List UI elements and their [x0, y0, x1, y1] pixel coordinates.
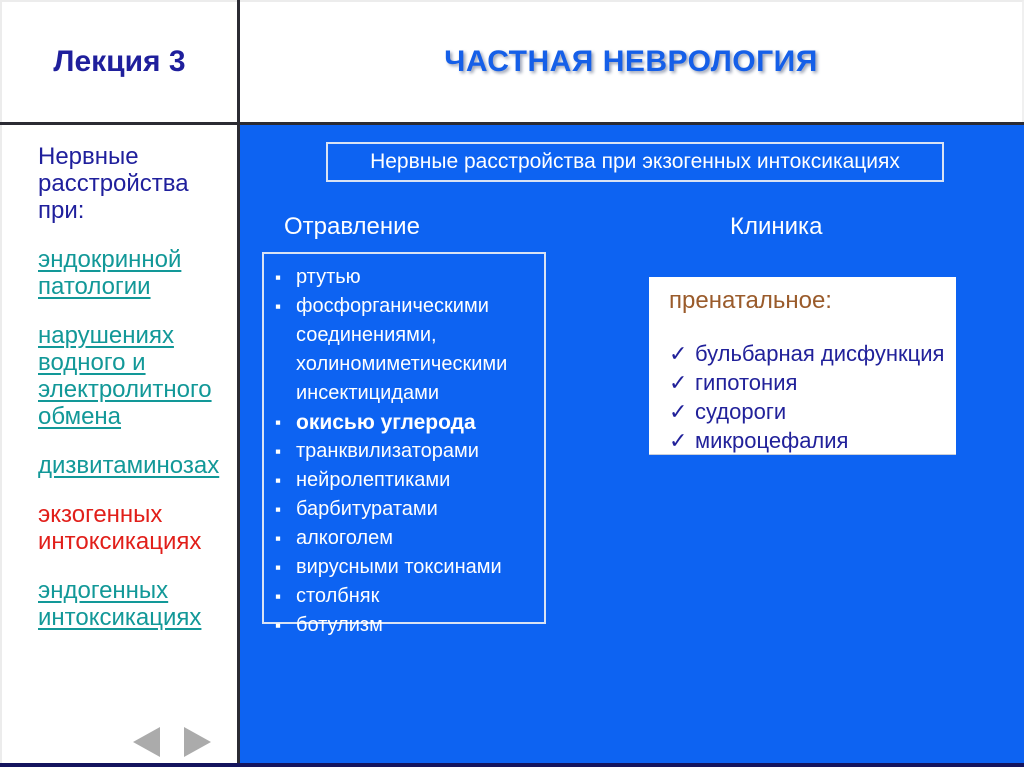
poisoning-list-item [272, 524, 540, 553]
sidebar-link-water-electrolyte[interactable]: нарушениях водного и электролитного обмена [38, 322, 212, 430]
bullet-icon: ▪ [275, 471, 282, 490]
poisoning-item-text: окисью углерода [296, 411, 476, 434]
next-slide-arrow-icon[interactable] [184, 727, 211, 757]
poisoning-list-item [272, 408, 540, 437]
poisoning-item-text: столбняк [296, 585, 380, 607]
clinic-card [649, 277, 956, 455]
check-icon: ✓ [669, 370, 688, 395]
sidebar-link-endogenous[interactable]: эндогенных интоксикациях [38, 577, 202, 631]
poisoning-item-text: фосфорганическими соединениями, холиномиметическими инсектицидами [296, 295, 508, 404]
page-title: ЧАСТНАЯ НЕВРОЛОГИЯ [444, 45, 818, 78]
sidebar-heading: Нервные расстройства при: [38, 143, 189, 224]
column-label-clinic: Клиника [730, 213, 823, 240]
slide-title-cell [240, 0, 1024, 122]
poisoning-item-text: алкоголем [296, 527, 393, 549]
clinic-item-text: бульбарная дисфункция [695, 341, 945, 366]
vertical-divider [237, 0, 240, 763]
clinic-item [669, 368, 946, 397]
bullet-icon: ▪ [275, 500, 282, 519]
sidebar-link-dysvitaminosis[interactable]: дизвитаминозах [38, 452, 220, 479]
bullet-icon: ▪ [275, 529, 282, 548]
poisoning-list-item [272, 611, 540, 640]
clinic-item-text: судороги [695, 399, 787, 424]
clinic-item [669, 339, 946, 368]
poisoning-item-text: вирусными токсинами [296, 556, 502, 578]
sidebar-link-endocrine[interactable]: эндокринной патологии [38, 246, 182, 300]
column-label-poisoning: Отравление [284, 213, 420, 240]
main-content-area [240, 125, 1024, 763]
bullet-icon: ▪ [275, 442, 282, 461]
lecture-number-cell [0, 0, 237, 122]
sidebar [0, 125, 237, 763]
bullet-icon: ▪ [275, 616, 282, 635]
poisoning-list-item [272, 263, 540, 292]
sidebar-item-exogenous-current[interactable]: экзогенных интоксикациях [38, 501, 202, 555]
bullet-icon: ▪ [275, 297, 282, 316]
horizontal-divider [0, 122, 1024, 125]
clinic-item-text: микроцефалия [695, 428, 849, 453]
clinic-heading: пренатальное: [669, 287, 832, 314]
check-icon: ✓ [669, 428, 688, 453]
lecture-number-label: Лекция 3 [53, 45, 186, 78]
poisoning-item-text: ртутью [296, 266, 361, 288]
poisoning-list [272, 263, 540, 640]
poisoning-list-box [262, 252, 546, 636]
clinic-item-text: гипотония [695, 370, 798, 395]
poisoning-list-item [272, 437, 540, 466]
section-banner: Нервные расстройства при экзогенных интоксикациях [326, 142, 944, 182]
bullet-icon: ▪ [275, 268, 282, 287]
poisoning-list-item [272, 292, 540, 408]
poisoning-list-item [272, 466, 540, 495]
poisoning-item-text: нейролептиками [296, 469, 451, 491]
poisoning-item-text: транквилизаторами [296, 440, 479, 462]
poisoning-list-item [272, 582, 540, 611]
poisoning-list-item [272, 553, 540, 582]
prev-slide-arrow-icon[interactable] [133, 727, 160, 757]
clinic-item [669, 426, 946, 455]
bottom-accent-bar [0, 763, 1024, 767]
poisoning-item-text: ботулизм [296, 614, 383, 636]
check-icon: ✓ [669, 399, 688, 424]
poisoning-item-text: барбитуратами [296, 498, 438, 520]
bullet-icon: ▪ [275, 587, 282, 606]
bullet-icon: ▪ [275, 413, 282, 432]
check-icon: ✓ [669, 341, 688, 366]
clinic-item [669, 397, 946, 426]
poisoning-list-item [272, 495, 540, 524]
bullet-icon: ▪ [275, 558, 282, 577]
